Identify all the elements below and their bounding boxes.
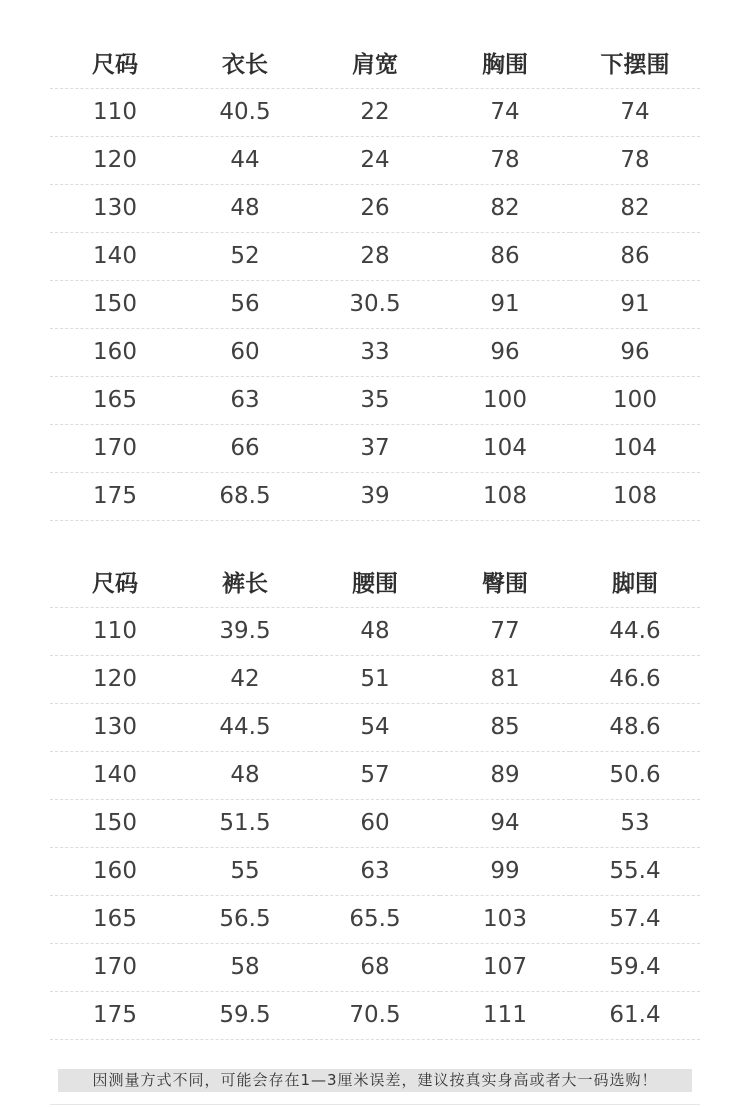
table-cell: 58 xyxy=(180,943,310,991)
header-shoulder: 肩宽 xyxy=(310,40,440,88)
table-cell: 68.5 xyxy=(180,472,310,520)
table-row xyxy=(50,655,700,703)
table-cell: 44 xyxy=(180,136,310,184)
table-row xyxy=(50,184,700,232)
table-cell: 54 xyxy=(310,703,440,751)
table-cell: 100 xyxy=(570,376,700,424)
table-row xyxy=(50,991,700,1039)
table-cell: 48 xyxy=(310,607,440,655)
table-cell: 57.4 xyxy=(570,895,700,943)
table-cell: 44.5 xyxy=(180,703,310,751)
table-cell: 48 xyxy=(180,751,310,799)
header-waist: 腰围 xyxy=(310,559,440,607)
table-row xyxy=(50,751,700,799)
table-row xyxy=(50,280,700,328)
table-row xyxy=(50,136,700,184)
table-cell: 170 xyxy=(50,943,180,991)
table-cell: 59.4 xyxy=(570,943,700,991)
table-cell: 55 xyxy=(180,847,310,895)
table-cell: 96 xyxy=(440,328,570,376)
table-cell: 110 xyxy=(50,88,180,136)
table-cell: 99 xyxy=(440,847,570,895)
header-size: 尺码 xyxy=(50,559,180,607)
table-cell: 74 xyxy=(440,88,570,136)
table-row xyxy=(50,472,700,520)
table-cell: 60 xyxy=(180,328,310,376)
table-cell: 160 xyxy=(50,328,180,376)
table-cell: 46.6 xyxy=(570,655,700,703)
table-cell: 96 xyxy=(570,328,700,376)
header-pants-length: 裤长 xyxy=(180,559,310,607)
table-cell: 78 xyxy=(570,136,700,184)
table-cell: 48.6 xyxy=(570,703,700,751)
table-cell: 130 xyxy=(50,184,180,232)
table-cell: 33 xyxy=(310,328,440,376)
table-cell: 150 xyxy=(50,799,180,847)
table-row xyxy=(50,88,700,136)
table-cell: 40.5 xyxy=(180,88,310,136)
table-cell: 22 xyxy=(310,88,440,136)
table-cell: 100 xyxy=(440,376,570,424)
table-cell: 39 xyxy=(310,472,440,520)
table-cell: 60 xyxy=(310,799,440,847)
divider xyxy=(50,1104,700,1105)
table-cell: 175 xyxy=(50,472,180,520)
table-cell: 35 xyxy=(310,376,440,424)
table-cell: 120 xyxy=(50,655,180,703)
table-cell: 78 xyxy=(440,136,570,184)
table-cell: 42 xyxy=(180,655,310,703)
table-cell: 70.5 xyxy=(310,991,440,1039)
table-cell: 104 xyxy=(570,424,700,472)
table-cell: 103 xyxy=(440,895,570,943)
table-cell: 91 xyxy=(570,280,700,328)
table-cell: 165 xyxy=(50,895,180,943)
table-cell: 50.6 xyxy=(570,751,700,799)
table-cell: 30.5 xyxy=(310,280,440,328)
bottom-table-header-row xyxy=(50,559,700,607)
table-cell: 86 xyxy=(440,232,570,280)
table-cell: 63 xyxy=(180,376,310,424)
table-cell: 59.5 xyxy=(180,991,310,1039)
table-cell: 56.5 xyxy=(180,895,310,943)
table-row xyxy=(50,232,700,280)
header-chest: 胸围 xyxy=(440,40,570,88)
top-size-table xyxy=(50,40,700,521)
table-cell: 63 xyxy=(310,847,440,895)
header-hem: 下摆围 xyxy=(570,40,700,88)
header-size: 尺码 xyxy=(50,40,180,88)
table-cell: 61.4 xyxy=(570,991,700,1039)
table-row xyxy=(50,328,700,376)
table-cell: 24 xyxy=(310,136,440,184)
table-cell: 111 xyxy=(440,991,570,1039)
table-cell: 74 xyxy=(570,88,700,136)
table-cell: 104 xyxy=(440,424,570,472)
table-cell: 66 xyxy=(180,424,310,472)
table-cell: 44.6 xyxy=(570,607,700,655)
table-row xyxy=(50,799,700,847)
header-length: 衣长 xyxy=(180,40,310,88)
table-cell: 175 xyxy=(50,991,180,1039)
table-cell: 165 xyxy=(50,376,180,424)
table-cell: 37 xyxy=(310,424,440,472)
table-cell: 53 xyxy=(570,799,700,847)
table-cell: 28 xyxy=(310,232,440,280)
table-cell: 39.5 xyxy=(180,607,310,655)
table-row xyxy=(50,847,700,895)
table-cell: 81 xyxy=(440,655,570,703)
table-cell: 68 xyxy=(310,943,440,991)
table-cell: 140 xyxy=(50,232,180,280)
table-cell: 86 xyxy=(570,232,700,280)
top-table-header-row xyxy=(50,40,700,88)
table-row xyxy=(50,376,700,424)
table-cell: 120 xyxy=(50,136,180,184)
table-row xyxy=(50,703,700,751)
table-cell: 51 xyxy=(310,655,440,703)
table-cell: 57 xyxy=(310,751,440,799)
measurement-note: 因测量方式不同，可能会存在1—3厘米误差，建议按真实身高或者大一码选购！ xyxy=(58,1069,692,1092)
table-cell: 94 xyxy=(440,799,570,847)
table-cell: 82 xyxy=(570,184,700,232)
table-cell: 85 xyxy=(440,703,570,751)
header-leg-opening: 脚围 xyxy=(570,559,700,607)
table-row xyxy=(50,943,700,991)
header-hip: 臀围 xyxy=(440,559,570,607)
table-cell: 150 xyxy=(50,280,180,328)
table-cell: 26 xyxy=(310,184,440,232)
table-cell: 48 xyxy=(180,184,310,232)
table-cell: 55.4 xyxy=(570,847,700,895)
table-cell: 91 xyxy=(440,280,570,328)
table-cell: 51.5 xyxy=(180,799,310,847)
table-cell: 89 xyxy=(440,751,570,799)
table-row xyxy=(50,895,700,943)
table-cell: 107 xyxy=(440,943,570,991)
table-cell: 130 xyxy=(50,703,180,751)
table-cell: 110 xyxy=(50,607,180,655)
table-row xyxy=(50,424,700,472)
table-cell: 77 xyxy=(440,607,570,655)
table-cell: 160 xyxy=(50,847,180,895)
table-cell: 140 xyxy=(50,751,180,799)
table-cell: 170 xyxy=(50,424,180,472)
bottom-size-table xyxy=(50,559,700,1040)
table-cell: 52 xyxy=(180,232,310,280)
table-cell: 65.5 xyxy=(310,895,440,943)
table-cell: 108 xyxy=(570,472,700,520)
table-row xyxy=(50,607,700,655)
table-cell: 56 xyxy=(180,280,310,328)
table-cell: 82 xyxy=(440,184,570,232)
table-cell: 108 xyxy=(440,472,570,520)
